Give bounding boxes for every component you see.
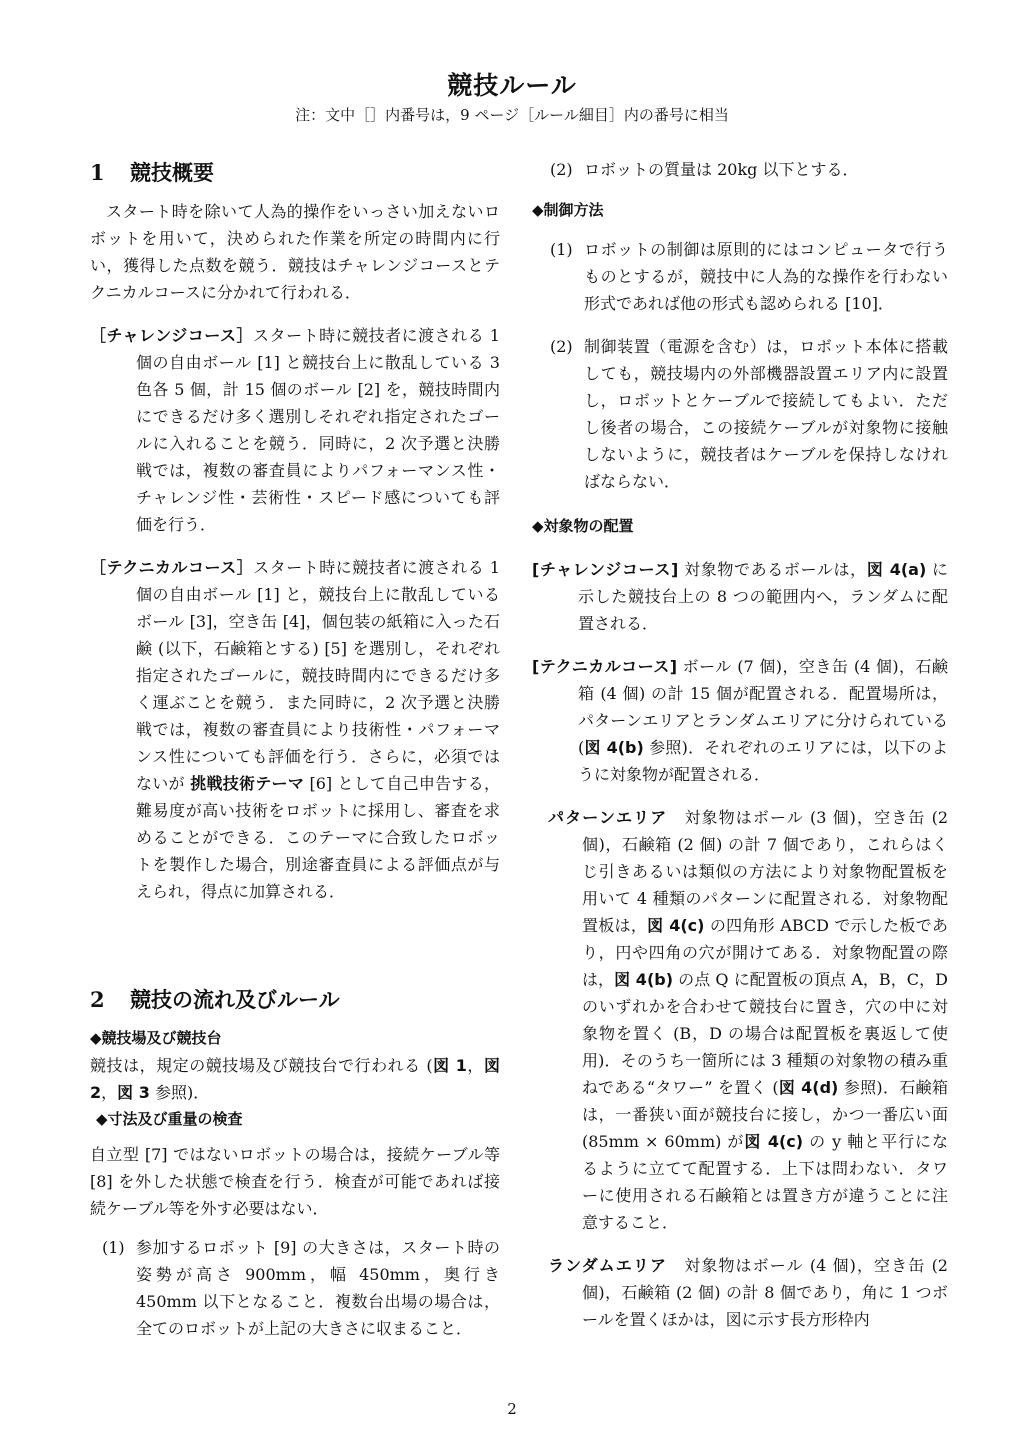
pattern-text: の点 Q に配置板の頂点 A，B，C，D のいずれかを合わせて競技台に置き，穴の中に対象物を置く (B，D の場合は配置板を裏返して使用)．そのうち一箇所には 3 種類の対象物の積み重ねである“タワー” を置く ( (582, 970, 948, 1097)
left-column (90, 150, 500, 1342)
venue-subheading: ◆競技場及び競技台 (90, 1029, 222, 1047)
item-text: 参加するロボット [9] の大きさは，スタート時の姿勢が高さ 900mm，幅 450mm，奥行き 450mm 以下となること．複数台出場の場合は，全てのロボットが上記の大きさに収まること． (136, 1238, 500, 1338)
figure-ref: 図 4(a) (866, 560, 927, 579)
pattern-text: 対象物はボール (3 個)，空き缶 (2 個)，石鹸箱 (2 個) の計 7 個であり，これらはくじ引きあるいは類似の方法により対象物配置板を用いて 4 種類のパターンに配置される．対象物配置板は， (582, 808, 948, 935)
challenge-course-label: [チャレンジコース] (532, 560, 679, 579)
venue-text: 参照)． (149, 1083, 210, 1102)
placement-technical-paragraph (532, 653, 948, 788)
figure-ref: 図 4(c) (744, 1132, 804, 1151)
figure-ref: 図 4(d) (778, 1078, 839, 1097)
section-2-heading (90, 985, 500, 1015)
challenge-course-label: ［チャレンジコース］ (90, 326, 254, 345)
challenge-course-text: スタート時に競技者に渡される 1 個の自由ボール [1] と競技台上に散乱している 3 色各 5 個，計 15 個のボール [2] を，競技時間内にできるだけ多く選別しそれぞれ指定されたゴールに入れることを競う．同時に，2 次予選と決勝戦では，複数の審査員によりパフォーマンス性・チャレンジ性・芸術性・スピード感についても評価を行う． (136, 326, 500, 534)
overview-paragraph: スタート時を除いて人為的操作をいっさい加えないロボットを用いて，決められた作業を所定の時間内に行い，獲得した点数を競う．競技はチャレンジコースとテクニカルコースに分かれて行われる． (90, 202, 500, 302)
pattern-area-label: パターンエリア (548, 808, 668, 827)
placement-text: 参照)．それぞれのエリアには，以下のように対象物が配置される． (578, 738, 948, 784)
figure-ref: 図 3 (117, 1083, 150, 1102)
figure-ref: 図 4(c) (647, 916, 705, 935)
challenge-theme-term: 挑戦技術テーマ (190, 774, 305, 793)
pattern-text: の y 軸と平行になるように立てて配置する．上下は問わない．タワーに使用される石鹸箱とは置き方が違うことに注意すること． (582, 1132, 948, 1232)
venue-text: 競技は，規定の競技場及び競技台で行われる ( (90, 1056, 433, 1075)
inspection-item (90, 1234, 500, 1342)
technical-course-label: [テクニカルコース] (532, 657, 678, 676)
random-area-label: ランダムエリア (548, 1256, 668, 1275)
figure-ref: 図 4(b) (614, 970, 674, 989)
technical-course-label: ［テクニカルコース］ (90, 558, 254, 577)
random-text: 対象物はボール (4 個)，空き缶 (2 個)，石鹸箱 (2 個) の計 8 個であり，角に 1 つボールを置くほかは，図に示す長方形枠内 (582, 1256, 948, 1329)
random-area-paragraph (548, 1252, 948, 1333)
section-1-heading (90, 158, 500, 188)
control-subheading: ◆制御方法 (532, 201, 604, 219)
inspection-subheading: ◆寸法及び重量の検査 (96, 1110, 243, 1128)
placement-subheading: ◆対象物の配置 (532, 517, 634, 535)
technical-course-text-2: [6] として自己申告する，難易度が高い技術をロボットに採用し、審査を求めることができる．このテーマに合致したロボットを製作した場合，別途審査員による評価点が与えられ，得点に加算される． (136, 774, 500, 901)
inspection-paragraph: 自立型 [7] ではないロボットの場合は，接続ケーブル等 [8] を外した状態で検査を行う．検査が可能であれば接続ケーブル等を外す必要はない． (90, 1145, 500, 1218)
section-title: 競技概要 (130, 161, 214, 185)
item-text: ロボットの質量は 20kg 以下とする． (584, 160, 859, 179)
item-label: (1) (550, 240, 573, 259)
item-label: (2) (550, 160, 573, 179)
separator: ， (101, 1083, 118, 1102)
item-text: 制御装置（電源を含む）は，ロボット本体に搭載しても，競技場内の外部機器設置エリア内に設置し，ロボットとケーブルで接続してもよい．ただし後者の場合，この接続ケーブルが対象物に接触しないように，競技者はケーブルを保持しなければならない． (584, 337, 948, 491)
item-text: ロボットの制御は原則的にはコンピュータで行うものとするが，競技中に人為的な操作を行わない形式であれば他の形式も認められる [10]． (584, 240, 948, 313)
placement-text: 対象物であるボールは， (678, 560, 867, 579)
placement-text: に示した競技台上の 8 つの範囲内へ，ランダムに配置される． (578, 560, 948, 633)
technical-course-text-1: スタート時に競技者に渡される 1 個の自由ボール [1] と，競技台上に散乱しているボール [3]，空き缶 [4]，個包装の紙箱に入った石鹸 (以下，石鹸箱とする) [5] を選別し，それぞれ指定されたゴールに，競技時間内にできるだけ多く運ぶことを競う．また同時に，2 次予選と決勝戦では，複数の審査員により技術性・パフォーマンス性についても評価を行う．さらに，必須ではないが (136, 558, 500, 793)
figure-ref: 図 2 (90, 1056, 500, 1102)
challenge-course-paragraph (90, 322, 500, 538)
pattern-area-paragraph (548, 804, 948, 1236)
figure-ref: 図 1 (432, 1056, 467, 1075)
figure-ref: 図 4(b) (584, 738, 644, 757)
section-number: 2 (90, 987, 105, 1012)
placement-text: ボール (7 個)，空き缶 (4 個)，石鹸箱 (4 個) の計 15 個が配置される．配置場所は，パターンエリアとランダムエリアに分けられている ( (578, 657, 948, 757)
right-column (532, 156, 948, 1333)
venue-paragraph (90, 1052, 500, 1106)
separator: ， (466, 1056, 484, 1075)
section-title: 競技の流れ及びルール (130, 988, 340, 1012)
item-label: (1) (102, 1238, 125, 1257)
pattern-text: の四角形 ABCD で示した板であり，円や四角の穴が開けてある．対象物配置の際は， (582, 916, 948, 989)
page-note: 注：文中［］内番号は，9 ページ［ルール細目］内の番号に相当 (295, 106, 729, 124)
technical-course-paragraph (90, 554, 500, 905)
pattern-text: 参照)．石鹸箱は，一番狭い面が競技台に接し，かつ一番広い面 (85mm × 60mm) が (582, 1078, 948, 1151)
inspection-item (538, 156, 948, 183)
section-number: 1 (90, 160, 105, 185)
page-title: 競技ルール (447, 71, 577, 100)
control-item (538, 236, 948, 317)
control-item (538, 333, 948, 495)
page-number: 2 (507, 1400, 517, 1418)
item-label: (2) (550, 337, 573, 356)
placement-challenge-paragraph (532, 556, 948, 637)
